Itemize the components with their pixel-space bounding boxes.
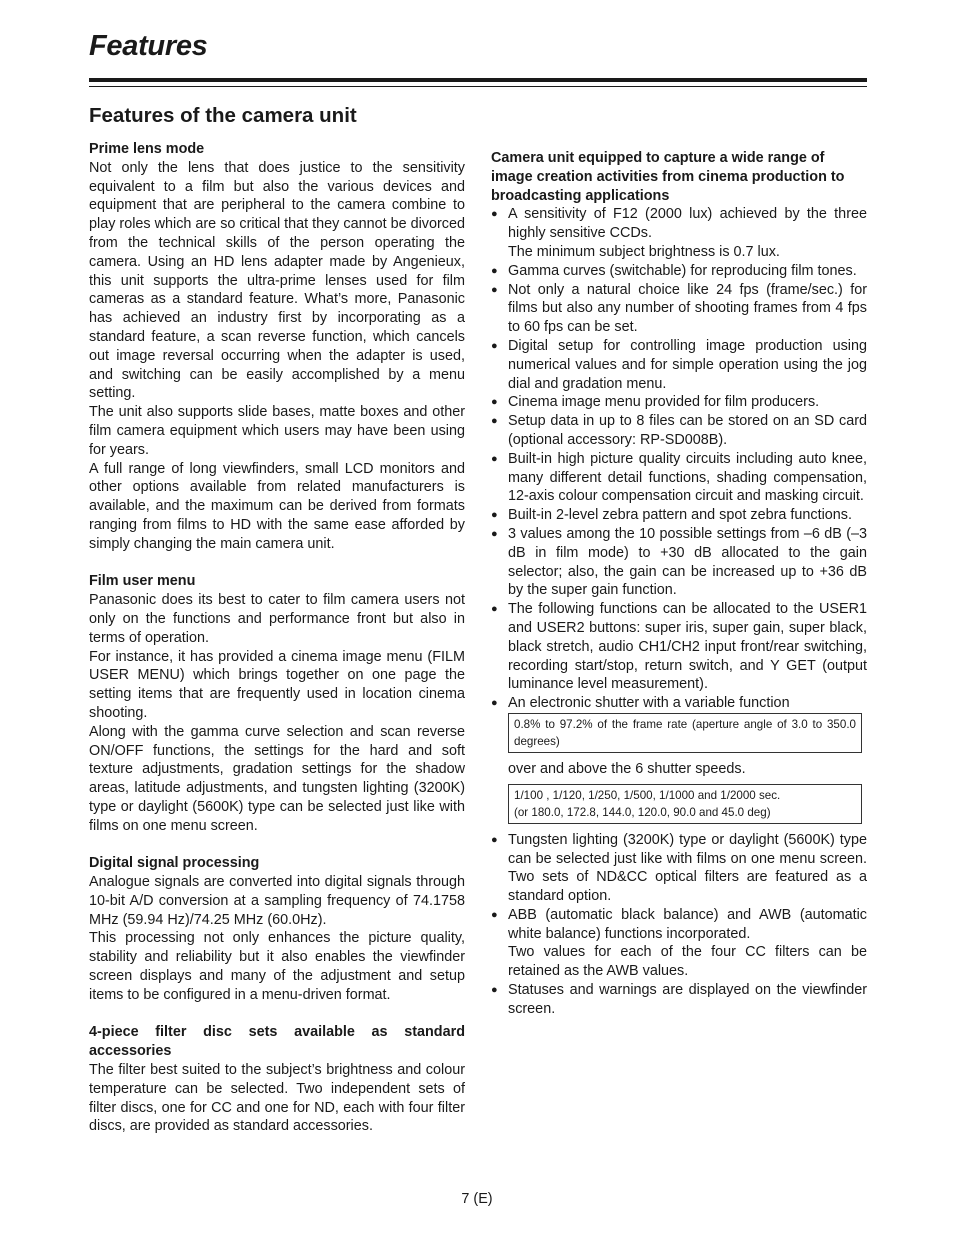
filter-disc-paragraph-1: The filter best suited to the subject’s brightness and colour temperature can be selected. Two independent sets of filter discs, one for CC and one for ND, each with four filter discs, are provided as standard accessories. bbox=[89, 1062, 465, 1135]
feature-list bbox=[491, 262, 867, 713]
sensitivity-note: The minimum subject brightness is 0.7 lux. bbox=[508, 243, 780, 260]
right-column bbox=[491, 149, 867, 1019]
list-item: ● Statuses and warnings are displayed on the viewfinder screen. bbox=[491, 981, 867, 1019]
film-user-menu-paragraph-2: For instance, it has provided a cinema image menu (FILM USER MENU) which brings together on one page the setting items that are frequently used in location cinema shooting. bbox=[89, 648, 465, 721]
prime-lens-paragraph-3: A full range of long viewfinders, small LCD monitors and other options available from related manufacturers is available, and the maximum can be derived from formats ranging from films to HD with the same ease afforded by simply changing the main camera unit. bbox=[89, 460, 465, 552]
list-item: ● Digital setup for controlling image production using numerical values and for simple operation using the jog dial and gradation menu. bbox=[491, 337, 867, 393]
prime-lens-heading: Prime lens mode bbox=[89, 141, 205, 157]
filter-disc-section bbox=[89, 1023, 465, 1136]
list-item: ● Built-in 2-level zebra pattern and spot zebra functions. bbox=[491, 506, 867, 525]
list-item: ● 3 values among the 10 possible settings from –6 dB (–3 dB in film mode) to +30 dB allocated to the gain selector; also, the gain can be increased up to +36 dB by the super gain function. bbox=[491, 525, 867, 600]
feature-list bbox=[491, 205, 867, 243]
shutter-speeds-line-1: 1/100 , 1/120, 1/250, 1/500, 1/1000 and 1/2000 sec. bbox=[514, 788, 781, 802]
film-user-menu-heading: Film user menu bbox=[89, 573, 196, 590]
film-user-menu-paragraph-1: Panasonic does its best to cater to film camera users not only on the functions and performance front but also in terms of operation. bbox=[89, 592, 465, 646]
list-item: ● The following functions can be allocated to the USER1 and USER2 buttons: super iris, super gain, super black, black stretch, audio CH1/CH2 input front/rear switching, recording start/stop, return switch, and Y GET (output luminance level measurement). bbox=[491, 600, 867, 694]
list-item: ● Setup data in up to 8 files can be stored on an SD card (optional accessory: RP-SD008B). bbox=[491, 412, 867, 450]
film-user-menu-paragraph-3: Along with the gamma curve selection and scan reverse ON/OFF functions, the settings for the hard and soft texture adjustments, gradation settings for the shadow areas, latitude adjustments, and tungsten lighting (3200K) type or daylight (5600K) type can be selected just like with films on one menu screen. bbox=[89, 723, 465, 834]
film-user-menu-section bbox=[89, 572, 465, 835]
shutter-speeds-box bbox=[508, 784, 862, 824]
digital-signal-section bbox=[89, 854, 465, 1004]
prime-lens-paragraph-1: Not only the lens that does justice to the sensitivity equivalent to a film but also the various devices and equipment that are peripheral to the camera combine to play roles which are so critical that they cannot be divorced from the technical skills of the person operating the camera. Using an HD lens adapter made by Angenieux, this unit supports the ultra-prime lenses used for film cameras as a standard feature. What’s more, Panasonic has achieved an industry first by incorporating as a standard feature, a scan reverse function, which cancels out image reversal occurring when the adapter is used, and switching can be easily accomplished by a menu setting. bbox=[89, 159, 465, 402]
title-rule bbox=[89, 78, 867, 82]
page-number: 7 (E) bbox=[461, 1191, 493, 1207]
list-item: ● Built-in high picture quality circuits including auto knee, many different detail functions, shading compensation, 12-axis colour compensation circuit and masking circuit. bbox=[491, 450, 867, 506]
shutter-speeds-line-2: (or 180.0, 172.8, 144.0, 120.0, 90.0 and 45.0 deg) bbox=[514, 805, 771, 819]
title-rule-thin bbox=[89, 86, 867, 87]
list-item: ● A sensitivity of F12 (2000 lux) achieved by the three highly sensitive CCDs. bbox=[491, 205, 867, 243]
list-item: ● An electronic shutter with a variable function bbox=[491, 694, 867, 713]
camera-unit-heading: Camera unit equipped to capture a wide range of image creation activities from cinema production to broadcasting applications bbox=[491, 150, 845, 204]
abb-note: Two values for each of the four CC filters can be retained as the AWB values. bbox=[508, 944, 867, 980]
list-item: ● Gamma curves (switchable) for reproducing film tones. bbox=[491, 262, 867, 281]
left-column bbox=[89, 140, 465, 1136]
shutter-speeds-note: over and above the 6 shutter speeds. bbox=[508, 760, 746, 777]
filter-disc-heading: 4-piece filter disc sets available as standard accessories bbox=[89, 1024, 465, 1060]
shutter-range-box: 0.8% to 97.2% of the frame rate (aperture angle of 3.0 to 350.0 degrees) bbox=[508, 713, 862, 753]
page-title: Features bbox=[89, 30, 208, 62]
digital-signal-heading: Digital signal processing bbox=[89, 855, 260, 872]
prime-lens-paragraph-2: The unit also supports slide bases, matte boxes and other film camera equipment which users may have been using for years. bbox=[89, 404, 465, 458]
digital-signal-paragraph-1: Analogue signals are converted into digital signals through 10-bit A/D conversion at a sampling frequency of 74.1758 MHz (59.94 Hz)/74.25 MHz (60.0Hz). bbox=[89, 874, 465, 928]
list-item: ● Tungsten lighting (3200K) type or daylight (5600K) type can be selected just like with films on one menu screen. Two sets of ND&CC optical filters are featured as a standard option. bbox=[491, 831, 867, 906]
list-item: ● ABB (automatic black balance) and AWB (automatic white balance) functions incorporated. bbox=[491, 906, 867, 944]
list-item: ● Not only a natural choice like 24 fps (frame/sec.) for films but also any number of shooting frames from 4 fps to 60 fps can be set. bbox=[491, 281, 867, 337]
prime-lens-section bbox=[89, 140, 465, 554]
digital-signal-paragraph-2: This processing not only enhances the picture quality, stability and reliability but it also enables the viewfinder screen displays and many of the adjustment and setup items to be configured in a menu-driven format. bbox=[89, 930, 465, 1003]
feature-list bbox=[491, 981, 867, 1019]
list-item: ● Cinema image menu provided for film producers. bbox=[491, 393, 867, 412]
feature-list bbox=[491, 831, 867, 944]
section-title: Features of the camera unit bbox=[89, 104, 357, 127]
